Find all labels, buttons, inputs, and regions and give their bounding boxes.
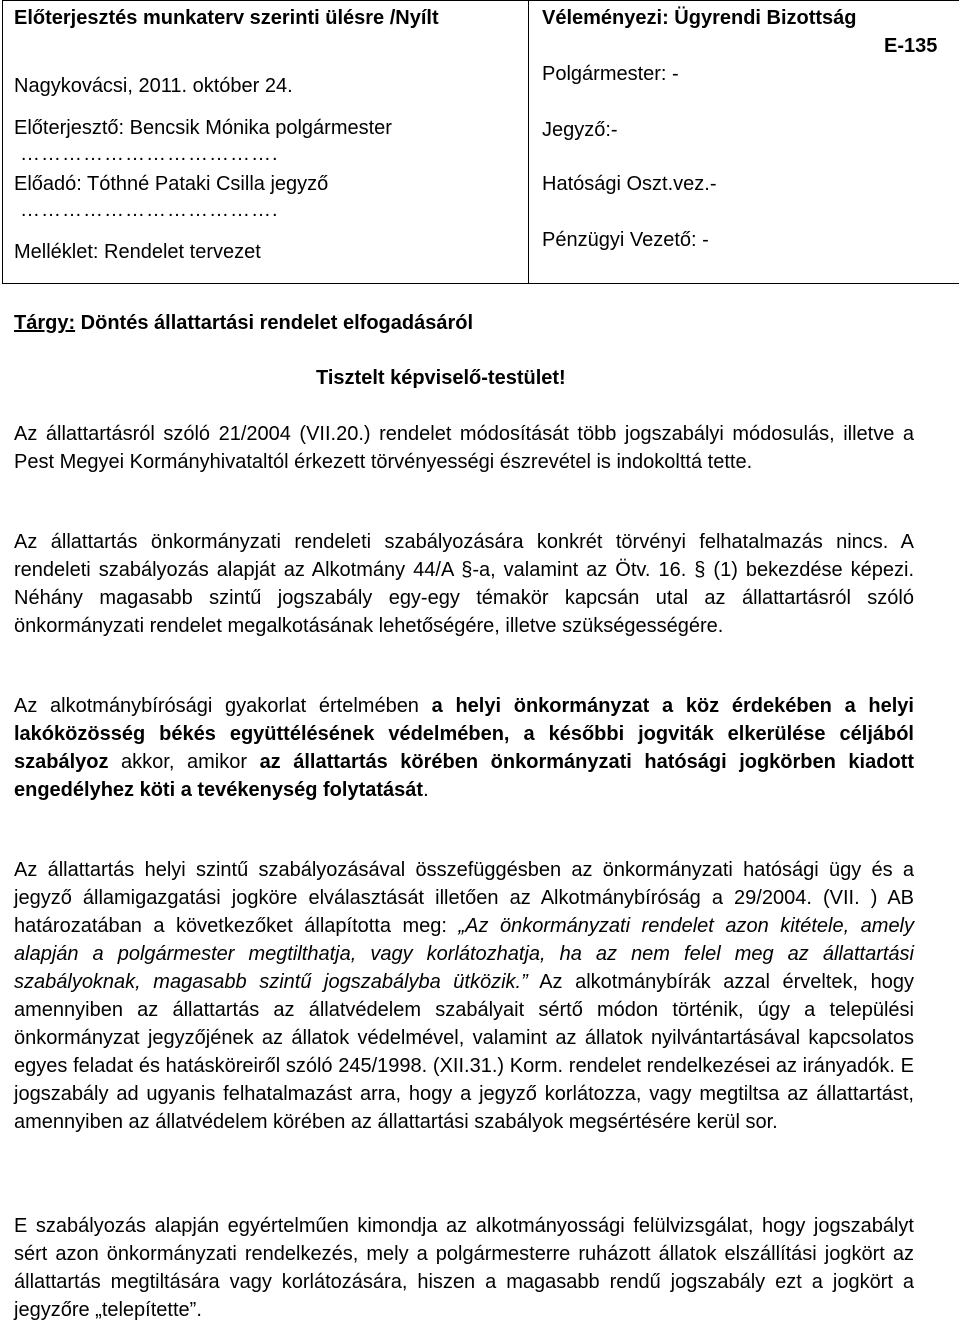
header-divider [528,0,529,284]
paragraph-3-end: . [423,779,429,801]
authority-head-line: Hatósági Oszt.vez.- [542,173,717,195]
paragraph-3-bold-2: az állattartás körében önkormányzati hatósági jogkörben kiadott engedélyhez köti a tevékenység folytatását [14,751,914,801]
subject-label: Tárgy: [14,312,76,334]
paragraph-3-middle: akkor, amikor [108,751,260,773]
proposer: Előterjesztő: Bencsik Mónika polgármester [14,117,392,139]
document-code: E-135 [884,35,938,57]
dots-separator-1: ………………………………. [20,143,279,165]
proposal-type: Előterjesztés munkaterv szerinti ülésre /Nyílt [14,7,439,29]
subject-text: Döntés állattartási rendelet elfogadásáról [75,312,474,334]
presenter: Előadó: Tóthné Pataki Csilla jegyző [14,173,329,195]
paragraph-5: E szabályozás alapján egyértelműen kimondja az alkotmányossági felülvizsgálat, hogy jogszabályt sért azon önkormányzati rendelkezés, mely a polgármesterre ruházott állatok elszállítási jogkört az állattartás megtiltására vagy korlátozására, hiszen a magasabb rendű jogszabály ezt a jogkört a jegyzőre „telepítette”. [14,1215,914,1321]
paragraph-4-quote: „Az önkormányzati rendelet azon kitétele, amely alapján a polgármester megtilthatja, vagy korlátozhatja, ha az nem felel meg az állattartási szabályoknak, magasabb szintű jogszabályba ütközik.” [14,915,915,993]
dots-separator-2: ………………………………. [20,199,279,221]
reviewer: Véleményezi: Ügyrendi Bizottság [542,7,857,29]
paragraph-4-intro: Az állattartás helyi szintű szabályozásával összefüggésben az önkormányzati hatósági ügy és a jegyző államigazgatási jogköre elválasztását illetően az Alkotmánybíróság a 29/2004. (VII. ) AB határozatában a következőket állapította meg: [14,859,914,937]
paragraph-2: Az állattartás önkormányzati rendeleti szabályozására konkrét törvényi felhatalmazás nincs. A rendeleti szabályozás alapját az Alkotmány 44/A §-a, valamint az Ötv. 16. § (1) bekezdése képezi. Néhány magasabb szintű jogszabály egy-egy témakör kapcsán utal az állattartásról szóló önkormányzati rendelet megalkotásának lehetőségére, illetve szükségességére. [14,531,914,637]
place-date [14,74,293,98]
place-date-text: Nagykovácsi, 2011. október 24. [14,75,293,97]
paragraph-1: Az állattartásról szóló 21/2004 (VII.20.) rendelet módosítását több jogszabályi módosulás, illetve a Pest Megyei Kormányhivataltól érkezett törvényességi észrevétel is indokolttá tette. [14,423,914,473]
mayor-line: Polgármester: - [542,63,679,85]
notary-line: Jegyző:- [542,119,618,141]
paragraph-3-intro: Az alkotmánybírósági gyakorlat értelmében [14,695,432,717]
subject [14,312,473,335]
paragraph-3-bold-1: a helyi önkormányzat a köz érdekében a helyi lakóközösség békés együttélésének védelmében, a későbbi jogviták elkerülése céljából szabályoz [14,695,914,773]
salutation: Tisztelt képviselő-testület! [316,367,566,389]
paragraph-4 [14,856,914,1136]
paragraph-4-body: Az alkotmánybírák azzal érveltek, hogy amennyiben az állattartás az állatvédelem szabályait sértő módon történik, úgy a települési önkormányzat jegyzőjének az állatok védelmével, valamint az állatok nyilvántartásával kapcsolatos egyes feladat és hatásköreiről szóló 245/1998. (XII.31.) Korm. rendelet rendelkezései az irányadók. E jogszabály ad ugyanis felhatalmazást arra, hogy a jegyző korlátozza, vagy megtiltsa az állattartást, amennyiben az állatvédelem körében az állattartási szabályok megsértésére kerül sor. [14,971,914,1133]
paragraph-3 [14,692,914,804]
attachment: Melléklet: Rendelet tervezet [14,241,261,263]
finance-head-line: Pénzügyi Vezető: - [542,229,709,251]
